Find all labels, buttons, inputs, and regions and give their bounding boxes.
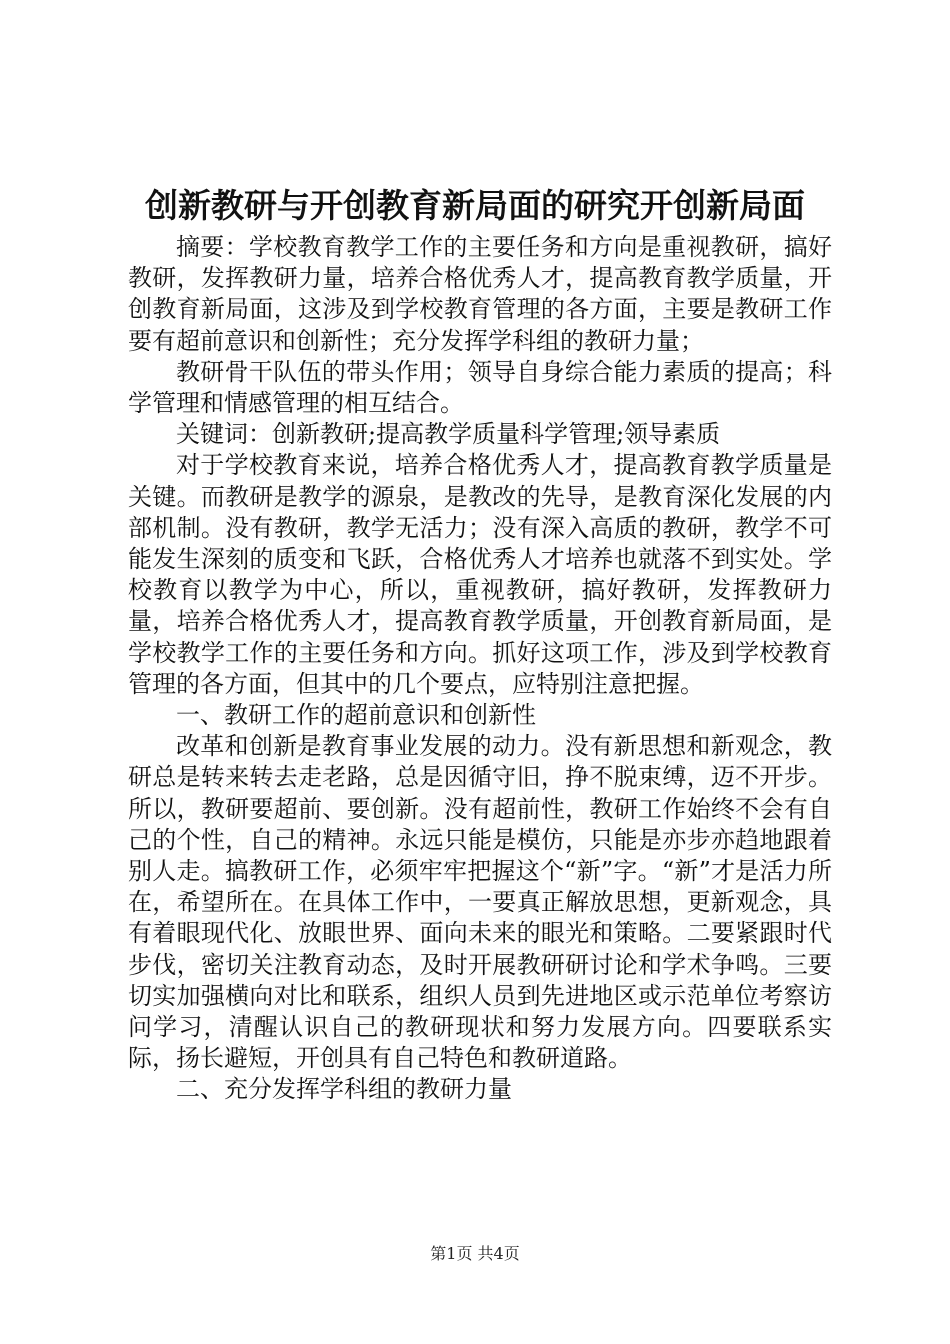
page-indicator: 第1页 共4页 xyxy=(430,1244,520,1263)
section-heading-1: 一、教研工作的超前意识和创新性 xyxy=(176,701,536,730)
section-heading-2: 二、充分发挥学科组的教研力量 xyxy=(176,1075,512,1104)
paragraph-keywords: 关键词：创新教研;提高教学质量科学管理;领导素质 xyxy=(176,420,721,449)
paragraph-abstract: 摘要：学校教育教学工作的主要任务和方向是重视教研，搞好教研，发挥教研力量，培养合格优秀人才，提高教育教学质量，开创教育新局面，这涉及到学校教育管理的各方面，主要是教研工作要有超前意识和创新性；充分发挥学科组的教研力量； xyxy=(128,233,832,355)
paragraph-abstract-continued: 教研骨干队伍的带头作用；领导自身综合能力素质的提高；科学管理和情感管理的相互结合。 xyxy=(128,357,832,418)
document-body xyxy=(128,232,832,1106)
paragraph-introduction: 对于学校教育来说，培养合格优秀人才，提高教育教学质量是关键。而教研是教学的源泉，是教改的先导，是教育深化发展的内部机制。没有教研，教学无活力；没有深入高质的教研，教学不可能发生深刻的质变和飞跃，合格优秀人才培养也就落不到实处。学校教育以教学为中心，所以，重视教研，搞好教研，发挥教研力量，培养合格优秀人才，提高教育教学质量，开创教育新局面，是学校教学工作的主要任务和方向。抓好这项工作，涉及到学校教育管理的各方面，但其中的几个要点，应特别注意把握。 xyxy=(128,451,832,698)
document-title: 创新教研与开创教育新局面的研究开创新局面 xyxy=(145,186,805,225)
paragraph-section-1: 改革和创新是教育事业发展的动力。没有新思想和新观念，教研总是转来转去走老路，总是因循守旧，挣不脱束缚，迈不开步。所以，教研要超前、要创新。没有超前性，教研工作始终不会有自己的个性，自己的精神。永远只能是模仿，只能是亦步亦趋地跟着别人走。搞教研工作，必须牢牢把握这个“新”字。“新”才是活力所在，希望所在。在具体工作中，一要真正解放思想，更新观念，具有着眼现代化、放眼世界、面向未来的眼光和策略。二要紧跟时代步伐，密切关注教育动态，及时开展教研研讨论和学术争鸣。三要切实加强横向对比和联系，组织人员到先进地区或示范单位考察访问学习，清醒认识自己的教研现状和努力发展方向。四要联系实际，扬长避短，开创具有自己特色和教研道路。 xyxy=(128,732,832,1073)
